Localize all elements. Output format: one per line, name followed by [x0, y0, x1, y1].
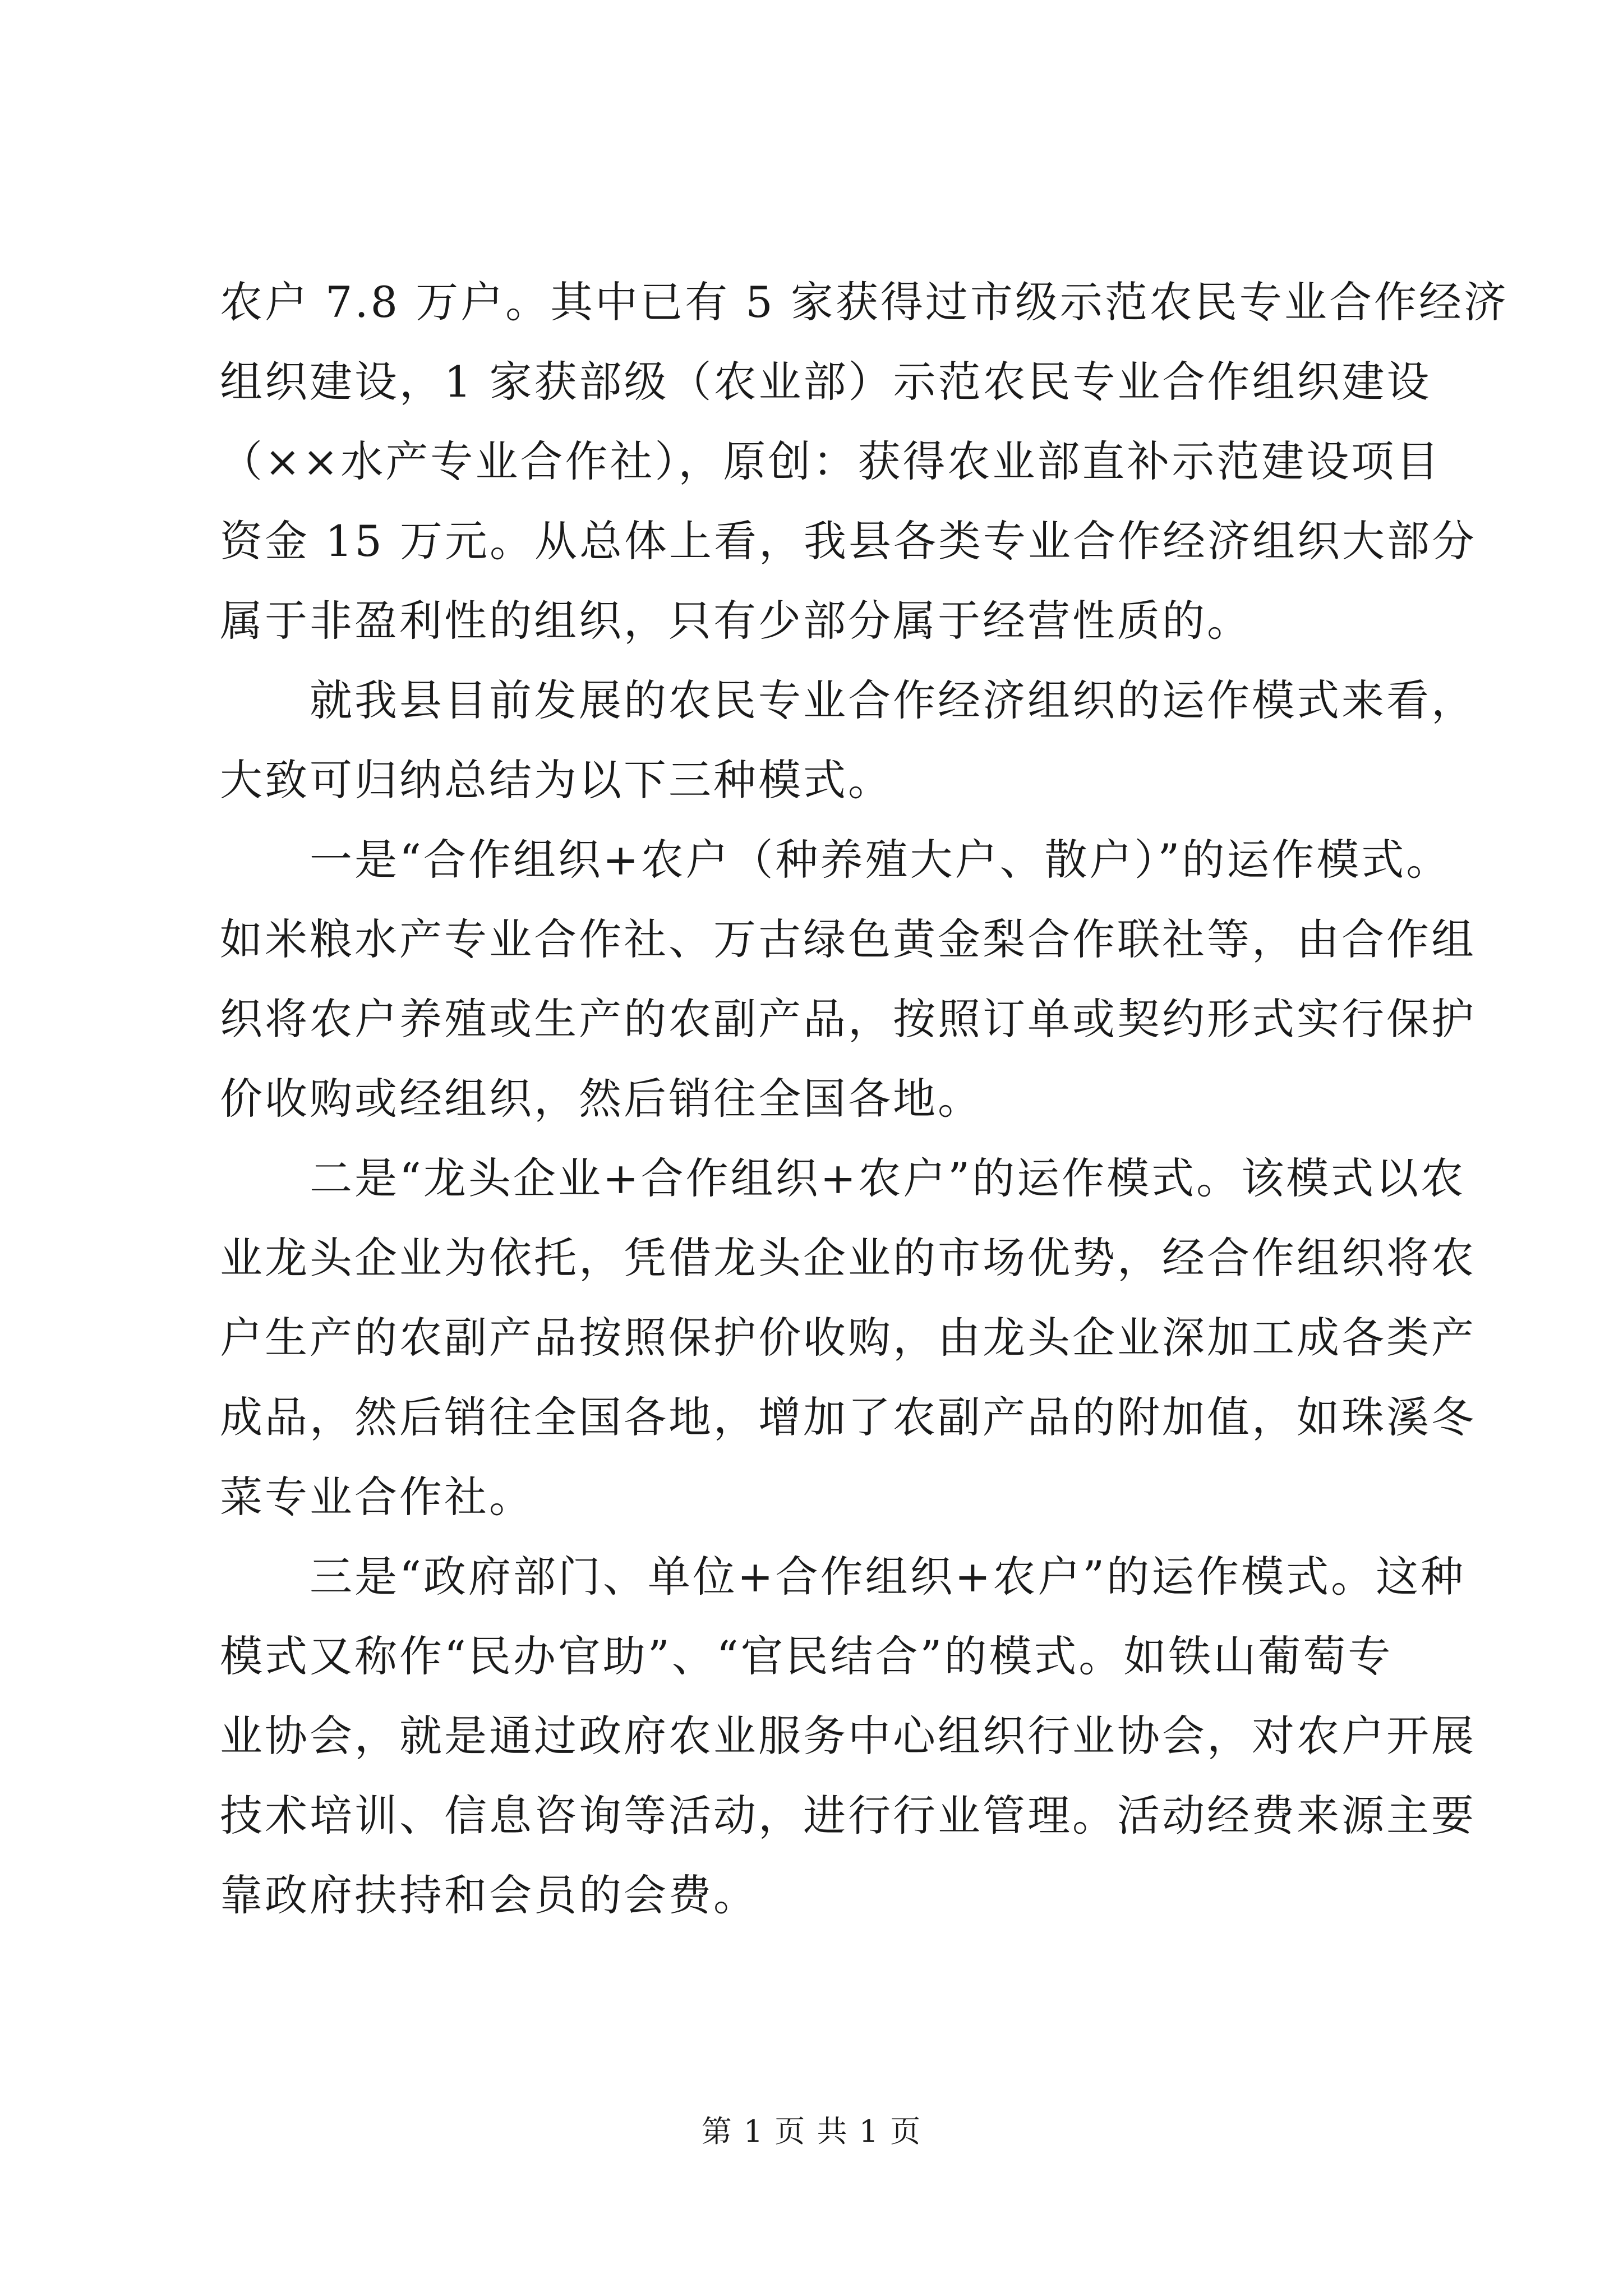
text-line: 技术培训、信息咨询等活动，进行行业管理。活动经费来源主要 — [220, 1791, 1476, 1841]
text-line: 户生产的农副产品按照保护价收购，由龙头企业深加工成各类产 — [220, 1313, 1476, 1363]
text-line: 如米粮水产专业合作社、万古绿色黄金梨合作联社等，由合作组 — [220, 914, 1476, 964]
document-body — [220, 263, 1509, 1935]
paragraph-first-line: 一是“合作组织+农户（种养殖大户、散户）”的运作模式。 — [310, 835, 1451, 885]
text-line: 模式又称作“民办官助”、“官民结合”的模式。如铁山葡萄专 — [220, 1631, 1393, 1681]
text-line: 属于非盈利性的组织，只有少部分属于经营性质的。 — [220, 596, 1252, 646]
text-line: 业协会，就是通过政府农业服务中心组织行业协会，对农户开展 — [220, 1711, 1476, 1761]
paragraph-first-line: 就我县目前发展的农民专业合作经济组织的运作模式来看， — [310, 675, 1476, 725]
paragraph-first-line: 二是“龙头企业+合作组织+农户”的运作模式。该模式以农 — [310, 1153, 1466, 1203]
text-line: （××水产专业合作社），原创：获得农业部直补示范建设项目 — [220, 436, 1441, 486]
text-line: 价收购或经组织，然后销往全国各地。 — [220, 1074, 983, 1124]
text-line: 靠政府扶持和会员的会费。 — [220, 1870, 758, 1920]
page-number-footer: 第 1 页 共 1 页 — [701, 2114, 922, 2149]
text-line: 资金 15 万元。从总体上看，我县各类专业合作经济组织大部分 — [220, 516, 1477, 566]
text-line: 农户 7.8 万户。其中已有 5 家获得过市级示范农民专业合作经济 — [220, 277, 1509, 327]
text-line: 成品，然后销往全国各地，增加了农副产品的附加值，如珠溪冬 — [220, 1392, 1476, 1442]
text-line: 业龙头企业为依托，凭借龙头企业的市场优势，经合作组织将农 — [220, 1233, 1476, 1283]
text-line: 大致可归纳总结为以下三种模式。 — [220, 755, 893, 805]
text-line: 菜专业合作社。 — [220, 1472, 534, 1522]
paragraph-first-line: 三是“政府部门、单位+合作组织+农户”的运作模式。这种 — [310, 1552, 1466, 1602]
text-line: 织将农户养殖或生产的农副产品，按照订单或契约形式实行保护 — [220, 994, 1476, 1044]
text-line: 组织建设，1 家获部级（农业部）示范农民专业合作组织建设 — [220, 357, 1432, 407]
